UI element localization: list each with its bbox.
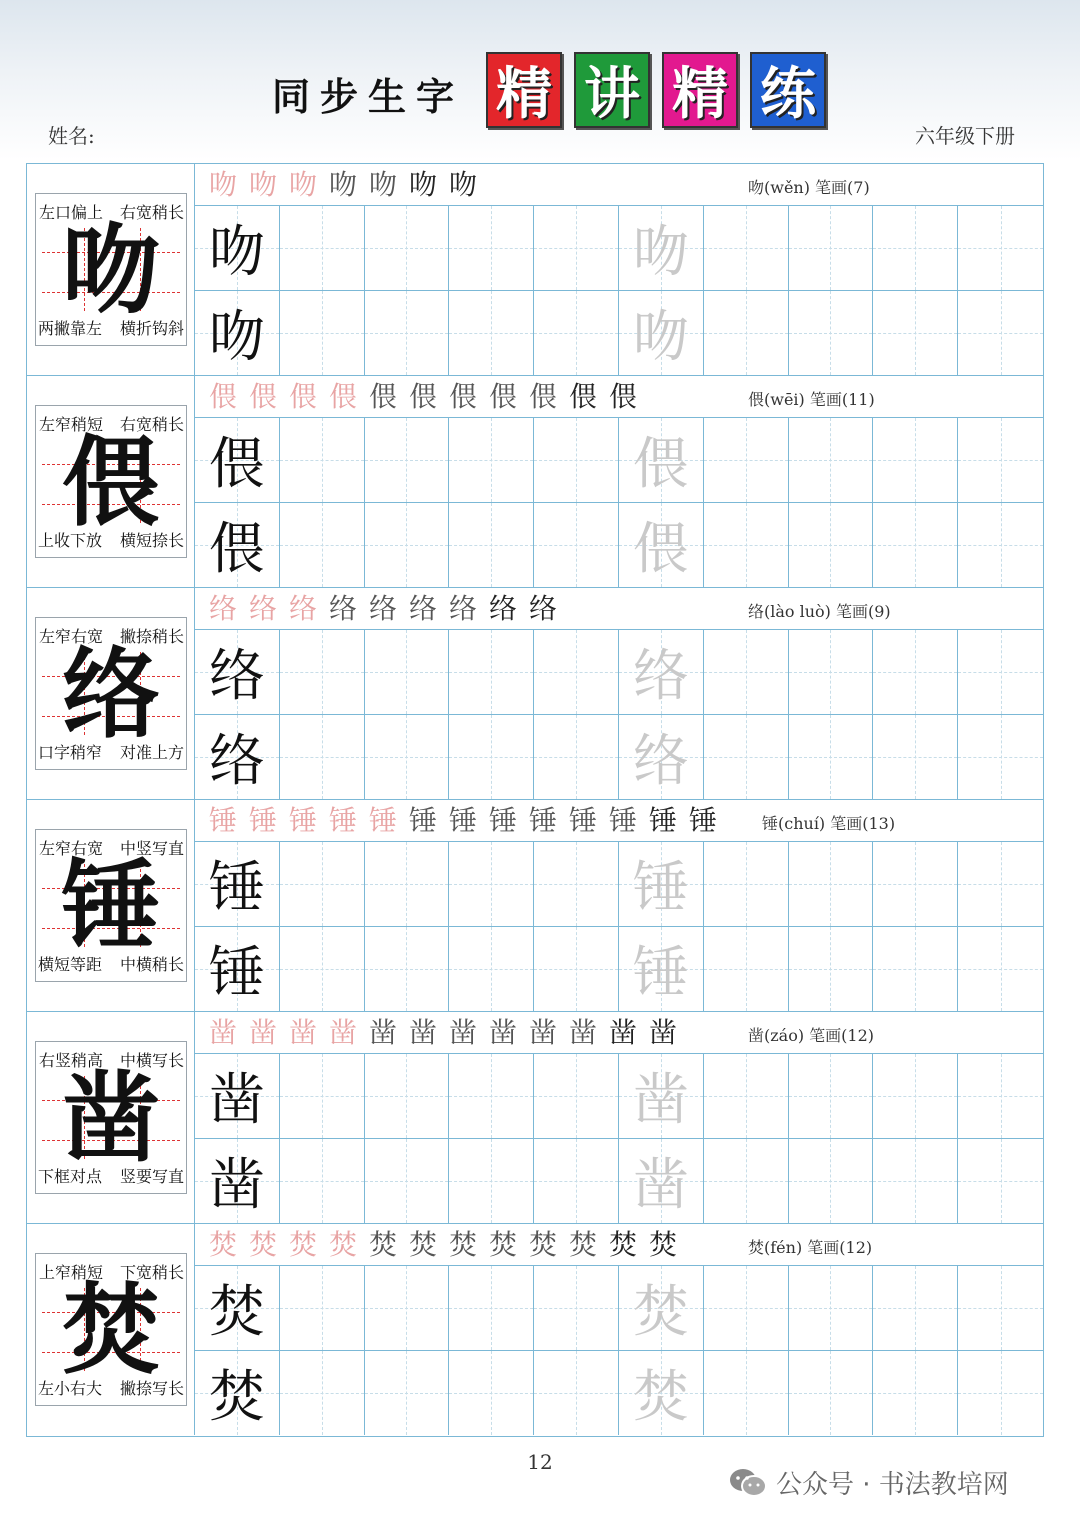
- practice-cell[interactable]: [789, 630, 874, 715]
- writing-tip: 下框对点: [38, 1167, 103, 1186]
- practice-cell[interactable]: [280, 715, 365, 800]
- title-badges: [486, 52, 826, 128]
- writing-tip: 右宽稍长: [119, 415, 184, 434]
- example-character: 焚: [208, 1364, 265, 1430]
- practice-cell[interactable]: [280, 418, 365, 503]
- practice-cell[interactable]: [789, 503, 874, 588]
- model-character: 锤: [61, 850, 160, 964]
- stroke-step: 焚: [288, 1228, 317, 1261]
- trace-character: 凿: [632, 1067, 689, 1133]
- practice-cell[interactable]: [449, 1054, 534, 1139]
- trace-character: 锤: [632, 855, 689, 921]
- practice-cell[interactable]: [704, 1266, 789, 1351]
- writing-tip: 左小右大: [38, 1379, 103, 1398]
- practice-cell[interactable]: [534, 630, 619, 715]
- stroke-sequence: [205, 1014, 681, 1052]
- model-character: 吻: [61, 214, 160, 328]
- writing-tip: 左口偏上: [39, 203, 104, 222]
- writing-tip: 右竖稍高: [39, 1051, 104, 1070]
- practice-cell[interactable]: [280, 1266, 365, 1351]
- pinyin-stroke-count: 络(lào luò) 笔画(9): [748, 602, 891, 621]
- practice-cell[interactable]: [789, 715, 874, 800]
- stroke-sequence: [205, 802, 721, 840]
- practice-cell[interactable]: [365, 206, 450, 291]
- practice-cell[interactable]: [704, 291, 789, 376]
- practice-cell[interactable]: [195, 206, 280, 291]
- practice-cell[interactable]: [280, 1351, 365, 1436]
- stroke-step: 偎: [408, 380, 437, 413]
- stroke-step: 锤: [608, 804, 637, 837]
- practice-grid: [195, 630, 1043, 799]
- practice-cell[interactable]: [280, 927, 365, 1012]
- writing-tip: 横折钩斜: [119, 319, 184, 338]
- practice-cell[interactable]: [619, 291, 704, 376]
- practice-cell[interactable]: [365, 1054, 450, 1139]
- trace-character: 锤: [632, 940, 689, 1006]
- stroke-step: 吻: [408, 168, 437, 201]
- stroke-step: 锤: [288, 804, 317, 837]
- trace-character: 络: [632, 728, 689, 794]
- practice-cell[interactable]: [534, 1054, 619, 1139]
- writing-tip: 两撇靠左: [38, 319, 103, 338]
- stroke-step: 吻: [288, 168, 317, 201]
- practice-cell[interactable]: [789, 1266, 874, 1351]
- practice-cell[interactable]: [873, 715, 958, 800]
- practice-cell[interactable]: [958, 1054, 1043, 1139]
- model-column: [27, 1012, 195, 1223]
- stroke-step: 凿: [408, 1016, 437, 1049]
- badge-2: 讲: [574, 52, 650, 128]
- example-character: 锤: [208, 940, 265, 1006]
- practice-cell[interactable]: [873, 630, 958, 715]
- practice-cell[interactable]: [958, 1351, 1043, 1436]
- writing-tip: 左窄稍短: [39, 415, 104, 434]
- model-column: [27, 800, 195, 1011]
- example-character: 偎: [208, 516, 265, 582]
- practice-cell[interactable]: [619, 630, 704, 715]
- stroke-step: 偎: [568, 380, 597, 413]
- stroke-step: 锤: [328, 804, 357, 837]
- practice-sheet: [26, 163, 1044, 1437]
- stroke-step: 锤: [448, 804, 477, 837]
- stroke-step: 凿: [448, 1016, 477, 1049]
- practice-cell[interactable]: [958, 1139, 1043, 1224]
- practice-cell[interactable]: [789, 206, 874, 291]
- practice-grid: [195, 842, 1043, 1011]
- practice-cell[interactable]: [195, 418, 280, 503]
- model-column: [27, 376, 195, 587]
- stroke-step: 焚: [608, 1228, 637, 1261]
- stroke-step: 偎: [528, 380, 557, 413]
- practice-cell[interactable]: [365, 1139, 450, 1224]
- stroke-step: 偎: [248, 380, 277, 413]
- model-column: [27, 1224, 195, 1435]
- writing-tip: 上收下放: [38, 531, 103, 550]
- stroke-step: 焚: [368, 1228, 397, 1261]
- practice-cell[interactable]: [449, 1351, 534, 1436]
- practice-cell[interactable]: [704, 1351, 789, 1436]
- stroke-step: 吻: [448, 168, 477, 201]
- stroke-step: 偎: [328, 380, 357, 413]
- practice-grid: [195, 1266, 1043, 1435]
- practice-cell[interactable]: [704, 630, 789, 715]
- badge-1: 精: [486, 52, 562, 128]
- practice-cell[interactable]: [365, 715, 450, 800]
- stroke-step: 焚: [408, 1228, 437, 1261]
- practice-cell[interactable]: [873, 1351, 958, 1436]
- writing-tip: 中竖写直: [119, 839, 184, 858]
- practice-cell[interactable]: [789, 842, 874, 927]
- model-character: 焚: [61, 1274, 160, 1388]
- stroke-step: 络: [448, 592, 477, 625]
- stroke-step: 锤: [368, 804, 397, 837]
- practice-cell[interactable]: [958, 418, 1043, 503]
- stroke-step: 吻: [208, 168, 237, 201]
- practice-cell[interactable]: [280, 503, 365, 588]
- stroke-step: 凿: [328, 1016, 357, 1049]
- practice-cell[interactable]: [365, 503, 450, 588]
- practice-cell[interactable]: [619, 503, 704, 588]
- trace-character: 偎: [632, 431, 689, 497]
- practice-cell[interactable]: [873, 291, 958, 376]
- example-character: 络: [208, 728, 265, 794]
- stroke-step: 焚: [248, 1228, 277, 1261]
- writing-tip: 撇捺写长: [119, 1379, 184, 1398]
- stroke-step: 吻: [328, 168, 357, 201]
- practice-cell[interactable]: [534, 1351, 619, 1436]
- practice-cell[interactable]: [958, 206, 1043, 291]
- practice-cell[interactable]: [449, 1139, 534, 1224]
- practice-cell[interactable]: [534, 715, 619, 800]
- writing-tip: 撇捺稍长: [119, 627, 184, 646]
- practice-cell[interactable]: [704, 1054, 789, 1139]
- stroke-step: 锤: [688, 804, 717, 837]
- stroke-step: 偎: [488, 380, 517, 413]
- stroke-sequence: [205, 590, 561, 628]
- stroke-step: 络: [208, 592, 237, 625]
- practice-cell[interactable]: [195, 927, 280, 1012]
- practice-cell[interactable]: [789, 1054, 874, 1139]
- practice-grid: [195, 206, 1043, 375]
- model-character-box: [35, 617, 187, 770]
- stroke-step: 焚: [208, 1228, 237, 1261]
- stroke-step: 络: [288, 592, 317, 625]
- trace-character: 吻: [632, 304, 689, 370]
- practice-cell[interactable]: [619, 715, 704, 800]
- pinyin-stroke-count: 凿(záo) 笔画(12): [748, 1026, 875, 1045]
- example-character: 吻: [208, 219, 265, 285]
- practice-cell[interactable]: [873, 206, 958, 291]
- practice-cell[interactable]: [534, 1139, 619, 1224]
- pinyin-stroke-count: 偎(wēi) 笔画(11): [748, 390, 875, 409]
- practice-cell[interactable]: [873, 1054, 958, 1139]
- grade-label: 六年级下册: [915, 124, 1015, 148]
- example-character: 凿: [208, 1067, 265, 1133]
- example-character: 焚: [208, 1279, 265, 1345]
- practice-cell[interactable]: [449, 630, 534, 715]
- character-row: [27, 1224, 1043, 1436]
- practice-grid: [195, 418, 1043, 587]
- writing-tip: 下宽稍长: [119, 1263, 184, 1282]
- practice-cell[interactable]: [449, 291, 534, 376]
- practice-cell[interactable]: [534, 503, 619, 588]
- character-row: [27, 164, 1043, 376]
- practice-cell[interactable]: [195, 503, 280, 588]
- practice-cell[interactable]: [958, 503, 1043, 588]
- stroke-step: 锤: [648, 804, 677, 837]
- practice-cell[interactable]: [449, 927, 534, 1012]
- writing-tip: 横短捺长: [119, 531, 184, 550]
- practice-cell[interactable]: [704, 927, 789, 1012]
- pinyin-stroke-count: 吻(wěn) 笔画(7): [748, 178, 870, 197]
- practice-cell[interactable]: [365, 927, 450, 1012]
- practice-cell[interactable]: [619, 1266, 704, 1351]
- model-character-box: [35, 829, 187, 982]
- example-character: 凿: [208, 1152, 265, 1218]
- practice-cell[interactable]: [280, 630, 365, 715]
- model-character-box: [35, 1041, 187, 1194]
- stroke-step: 吻: [368, 168, 397, 201]
- practice-cell[interactable]: [873, 418, 958, 503]
- stroke-step: 络: [248, 592, 277, 625]
- practice-cell[interactable]: [195, 842, 280, 927]
- practice-cell[interactable]: [449, 503, 534, 588]
- stroke-order-line: [195, 376, 1043, 418]
- stroke-step: 凿: [208, 1016, 237, 1049]
- stroke-step: 锤: [528, 804, 557, 837]
- stroke-order-line: [195, 588, 1043, 630]
- wechat-icon: [728, 1467, 768, 1499]
- practice-cell[interactable]: [958, 291, 1043, 376]
- writing-tip: 口字稍窄: [38, 743, 103, 762]
- stroke-step: 锤: [208, 804, 237, 837]
- practice-cell[interactable]: [873, 842, 958, 927]
- example-character: 吻: [208, 304, 265, 370]
- practice-cell[interactable]: [619, 418, 704, 503]
- writing-tip: 左窄右宽: [39, 627, 104, 646]
- stroke-step: 凿: [368, 1016, 397, 1049]
- practice-cell[interactable]: [534, 291, 619, 376]
- practice-cell[interactable]: [958, 842, 1043, 927]
- stroke-step: 凿: [288, 1016, 317, 1049]
- badge-3: 精: [662, 52, 738, 128]
- stroke-sequence: [205, 166, 481, 204]
- practice-cell[interactable]: [534, 1266, 619, 1351]
- character-row: [27, 376, 1043, 588]
- practice-cell[interactable]: [365, 291, 450, 376]
- practice-cell[interactable]: [449, 715, 534, 800]
- practice-cell[interactable]: [704, 715, 789, 800]
- stroke-order-line: [195, 164, 1043, 206]
- practice-cell[interactable]: [280, 1054, 365, 1139]
- name-label: 姓名:: [48, 124, 95, 148]
- practice-cell[interactable]: [365, 1351, 450, 1436]
- stroke-step: 吻: [248, 168, 277, 201]
- stroke-step: 偎: [208, 380, 237, 413]
- practice-cell[interactable]: [789, 291, 874, 376]
- trace-character: 焚: [632, 1364, 689, 1430]
- practice-cell[interactable]: [704, 842, 789, 927]
- practice-cell[interactable]: [280, 291, 365, 376]
- stroke-step: 锤: [408, 804, 437, 837]
- stroke-order-line: [195, 1224, 1043, 1266]
- stroke-step: 凿: [608, 1016, 637, 1049]
- stroke-step: 偎: [448, 380, 477, 413]
- model-character-box: [35, 193, 187, 346]
- writing-tip: 上窄稍短: [39, 1263, 104, 1282]
- practice-cell[interactable]: [449, 418, 534, 503]
- practice-cell[interactable]: [704, 418, 789, 503]
- trace-character: 偎: [632, 516, 689, 582]
- stroke-step: 络: [328, 592, 357, 625]
- stroke-step: 焚: [648, 1228, 677, 1261]
- practice-cell[interactable]: [534, 418, 619, 503]
- practice-cell[interactable]: [534, 927, 619, 1012]
- stroke-step: 焚: [328, 1228, 357, 1261]
- writing-tip: 横短等距: [38, 955, 103, 974]
- stroke-step: 凿: [248, 1016, 277, 1049]
- example-character: 偎: [208, 431, 265, 497]
- badge-4: 练: [750, 52, 826, 128]
- character-row: [27, 800, 1043, 1012]
- practice-cell[interactable]: [789, 927, 874, 1012]
- practice-cell[interactable]: [789, 1351, 874, 1436]
- practice-cell[interactable]: [704, 1139, 789, 1224]
- writing-tip: 中横稍长: [119, 955, 184, 974]
- practice-cell[interactable]: [280, 206, 365, 291]
- stroke-step: 锤: [568, 804, 597, 837]
- practice-cell[interactable]: [280, 1139, 365, 1224]
- practice-grid: [195, 1054, 1043, 1223]
- practice-cell[interactable]: [619, 1139, 704, 1224]
- model-character-box: [35, 405, 187, 558]
- practice-cell[interactable]: [449, 842, 534, 927]
- practice-cell[interactable]: [958, 1266, 1043, 1351]
- practice-cell[interactable]: [704, 206, 789, 291]
- stroke-step: 络: [368, 592, 397, 625]
- practice-cell[interactable]: [365, 842, 450, 927]
- practice-cell[interactable]: [704, 503, 789, 588]
- practice-cell[interactable]: [195, 1351, 280, 1436]
- writing-tip: 右宽稍长: [119, 203, 184, 222]
- practice-cell[interactable]: [195, 715, 280, 800]
- practice-cell[interactable]: [789, 1139, 874, 1224]
- page-number: 12: [527, 1450, 553, 1474]
- practice-cell[interactable]: [534, 842, 619, 927]
- trace-character: 吻: [632, 219, 689, 285]
- model-character: 络: [61, 638, 160, 752]
- practice-cell[interactable]: [195, 1266, 280, 1351]
- practice-cell[interactable]: [195, 291, 280, 376]
- practice-cell[interactable]: [619, 842, 704, 927]
- stroke-sequence: [205, 1226, 681, 1264]
- practice-cell[interactable]: [619, 1054, 704, 1139]
- practice-cell[interactable]: [789, 418, 874, 503]
- stroke-step: 焚: [488, 1228, 517, 1261]
- character-row: [27, 1012, 1043, 1224]
- practice-cell[interactable]: [365, 630, 450, 715]
- practice-cell[interactable]: [449, 206, 534, 291]
- trace-character: 络: [632, 643, 689, 709]
- practice-cell[interactable]: [873, 1266, 958, 1351]
- practice-cell[interactable]: [958, 630, 1043, 715]
- stroke-step: 络: [488, 592, 517, 625]
- trace-character: 焚: [632, 1279, 689, 1345]
- practice-cell[interactable]: [195, 630, 280, 715]
- model-character: 凿: [61, 1062, 160, 1176]
- practice-cell[interactable]: [619, 206, 704, 291]
- practice-cell[interactable]: [195, 1054, 280, 1139]
- practice-cell[interactable]: [365, 1266, 450, 1351]
- pinyin-stroke-count: 焚(fén) 笔画(12): [748, 1238, 873, 1257]
- stroke-step: 凿: [648, 1016, 677, 1049]
- practice-cell[interactable]: [619, 927, 704, 1012]
- model-column: [27, 588, 195, 799]
- pinyin-stroke-count: 锤(chuí) 笔画(13): [762, 814, 896, 833]
- practice-cell[interactable]: [195, 1139, 280, 1224]
- character-row: [27, 588, 1043, 800]
- model-column: [27, 164, 195, 375]
- practice-cell[interactable]: [873, 1139, 958, 1224]
- practice-cell[interactable]: [365, 418, 450, 503]
- practice-cell[interactable]: [873, 927, 958, 1012]
- stroke-step: 凿: [488, 1016, 517, 1049]
- practice-cell[interactable]: [958, 715, 1043, 800]
- writing-tip: 左窄右宽: [39, 839, 104, 858]
- stroke-step: 凿: [528, 1016, 557, 1049]
- practice-cell[interactable]: [280, 842, 365, 927]
- stroke-step: 偎: [608, 380, 637, 413]
- stroke-step: 凿: [568, 1016, 597, 1049]
- practice-cell[interactable]: [958, 927, 1043, 1012]
- stroke-step: 锤: [488, 804, 517, 837]
- stroke-step: 络: [408, 592, 437, 625]
- practice-cell[interactable]: [619, 1351, 704, 1436]
- writing-tip: 竖要写直: [119, 1167, 184, 1186]
- stroke-order-line: [195, 800, 1043, 842]
- example-character: 锤: [208, 855, 265, 921]
- stroke-step: 焚: [528, 1228, 557, 1261]
- writing-tip: 中横写长: [119, 1051, 184, 1070]
- model-character: 偎: [61, 426, 160, 540]
- practice-cell[interactable]: [449, 1266, 534, 1351]
- stroke-step: 偎: [368, 380, 397, 413]
- writing-tip: 对准上方: [119, 743, 184, 762]
- stroke-step: 焚: [448, 1228, 477, 1261]
- stroke-step: 络: [528, 592, 557, 625]
- model-character-box: [35, 1253, 187, 1406]
- watermark-text: 公众号 · 书法教培网: [776, 1470, 1009, 1500]
- stroke-step: 焚: [568, 1228, 597, 1261]
- practice-cell[interactable]: [534, 206, 619, 291]
- stroke-step: 锤: [248, 804, 277, 837]
- example-character: 络: [208, 643, 265, 709]
- trace-character: 凿: [632, 1152, 689, 1218]
- stroke-sequence: [205, 378, 641, 416]
- watermark: [728, 1464, 1009, 1501]
- practice-cell[interactable]: [873, 503, 958, 588]
- page-title: 同步生字: [272, 75, 465, 119]
- stroke-order-line: [195, 1012, 1043, 1054]
- stroke-step: 偎: [288, 380, 317, 413]
